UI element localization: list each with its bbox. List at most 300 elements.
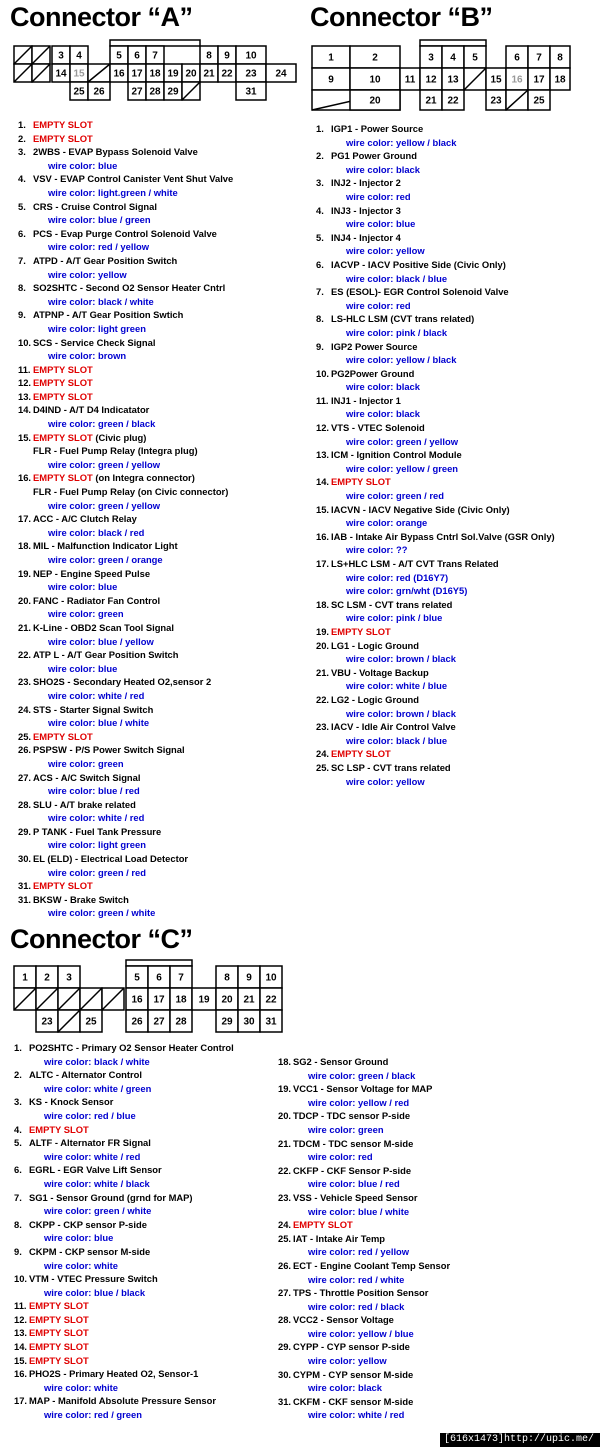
- pin-description: IGP1 - Power Source: [331, 123, 424, 134]
- empty-slot-label: EMPTY SLOT: [33, 132, 93, 144]
- pin-number: 2.: [316, 150, 324, 162]
- pin-number: 5.: [18, 200, 26, 212]
- pin-description: IACVP - IACV Positive Side (Civic Only): [331, 258, 506, 270]
- pin-number: 14.: [14, 1341, 28, 1353]
- pin-row: [18, 594, 233, 608]
- empty-slot-label: EMPTY SLOT: [33, 377, 93, 389]
- empty-slot-label: EMPTY SLOT: [331, 476, 391, 488]
- pin-description: VSV - EVAP Control Canister Vent Shut Valve: [33, 173, 234, 185]
- pin-row: [14, 1163, 234, 1177]
- pin-label: 6: [156, 972, 162, 984]
- pin-description: CKPM - CKP sensor M-side: [29, 1245, 151, 1257]
- pin-number: 9.: [316, 340, 324, 352]
- pin-number: 4.: [14, 1123, 22, 1135]
- pin-label: 10: [245, 50, 257, 62]
- pin-row: [18, 336, 233, 350]
- pin-description: INJ3 - Injector 3: [331, 204, 401, 216]
- wire-color: wire color: white / red: [48, 812, 145, 824]
- pin-description: SHO2S - Secondary Heated O2,sensor 2: [33, 676, 212, 688]
- pin-number: 16.: [14, 1368, 28, 1380]
- pin-number: 29.: [18, 825, 32, 837]
- wire-color: wire color: black: [346, 163, 420, 175]
- wire-color: wire color: white / red: [308, 1409, 405, 1421]
- pin-row: [18, 825, 233, 839]
- pin-description: STS - Starter Signal Switch: [33, 703, 154, 715]
- pin-label: 4: [450, 52, 456, 64]
- pin-label: 20: [185, 68, 197, 80]
- pin-number: 24.: [278, 1219, 292, 1231]
- empty-slot-label: EMPTY SLOT: [331, 625, 391, 637]
- pin-description: IACVN - IACV Negative Side (Civic Only): [331, 503, 510, 515]
- pin-label: 2: [372, 52, 378, 64]
- pin-number: 5.: [316, 231, 324, 243]
- pin-number: 19.: [278, 1083, 292, 1095]
- pin-number: 3.: [18, 146, 26, 158]
- pin-description: MAP - Manifold Absolute Pressure Sensor: [29, 1395, 217, 1407]
- wire-color: wire color: red: [346, 299, 411, 311]
- wire-color: wire color: black / white: [48, 295, 154, 307]
- pin-label: 17: [131, 68, 143, 80]
- wire-color: wire color: black / blue: [346, 734, 448, 746]
- wire-color: wire color: green / orange: [48, 554, 163, 565]
- pin-number: 6.: [18, 227, 26, 239]
- pin-label: 10: [265, 972, 277, 984]
- pin-row: [316, 639, 555, 653]
- pin-description: PO2SHTC - Primary O2 Sensor Heater Control: [29, 1042, 234, 1053]
- wire-color: wire color: pink / black: [346, 326, 448, 338]
- pin-label: 9: [224, 50, 230, 62]
- pin-row: [278, 1164, 450, 1178]
- pin-description: FANC - Radiator Fan Control: [33, 594, 161, 606]
- wire-color: wire color: black / red: [48, 526, 145, 538]
- pin-description: PG1 Power Ground: [331, 150, 417, 162]
- pin-row: [278, 1286, 450, 1300]
- pin-row: [18, 227, 233, 241]
- pin-label: 12: [425, 74, 437, 86]
- pin-number: 8.: [316, 313, 324, 325]
- wire-color: wire color: white / red: [44, 1150, 141, 1162]
- pin-row: [18, 376, 233, 390]
- pin-number: 17.: [14, 1395, 28, 1407]
- pin-description: ACC - A/C Clutch Relay: [33, 513, 137, 525]
- empty-slot-label: EMPTY SLOT: [33, 730, 93, 742]
- connector-c-title: Connector “C”: [10, 924, 193, 954]
- pin-label: 8: [224, 972, 230, 984]
- wire-color: wire color: yellow / red: [308, 1096, 410, 1108]
- wire-color: wire color: red / green: [44, 1409, 142, 1421]
- wire-color: wire color: red: [308, 1151, 373, 1163]
- pin-row: [316, 720, 555, 734]
- pin-label: 31: [265, 1016, 277, 1028]
- wire-color: wire color: blue: [346, 218, 416, 230]
- pin-label: 18: [149, 68, 161, 80]
- pin-description: CKFM - CKF sensor M-side: [293, 1395, 414, 1407]
- pin-row: [316, 503, 555, 517]
- pin-description: ALTF - Alternator FR Signal: [29, 1137, 151, 1149]
- pin-number: 10.: [316, 367, 330, 379]
- pin-number: 21.: [316, 666, 330, 678]
- empty-slot-label: EMPTY SLOT: [33, 363, 93, 375]
- wire-color: wire color: green / white: [44, 1205, 152, 1217]
- empty-slot-label: EMPTY SLOT: [29, 1313, 89, 1325]
- wire-color: wire color: white / black: [44, 1177, 150, 1189]
- pin-label: 19: [167, 68, 179, 80]
- wire-color: wire color: green / red: [48, 866, 146, 878]
- pin-number: 2.: [14, 1069, 22, 1081]
- wire-color: wire color: yellow / green: [346, 462, 459, 474]
- pin-label: 31: [245, 86, 257, 98]
- pin-label: 11: [404, 74, 416, 86]
- pin-description: D4IND - A/T D4 Indicatator: [33, 404, 150, 416]
- pin-label: 28: [149, 86, 161, 98]
- pin-description: BKSW - Brake Switch: [33, 893, 129, 905]
- wire-color: wire color: green / yellow: [48, 499, 161, 511]
- wire-color: wire color: yellow: [346, 775, 425, 787]
- pin-number: 11.: [18, 363, 31, 375]
- wire-color: wire color: blue: [48, 662, 118, 674]
- pin-description: PG2Power Ground: [331, 367, 415, 379]
- connector-a-title: Connector “A”: [10, 2, 193, 32]
- pin-number: 28.: [278, 1314, 292, 1326]
- pin-row: [18, 118, 233, 132]
- pin-note: (on Integra connector): [92, 472, 195, 484]
- wire-color: wire color: red / yellow: [48, 241, 150, 253]
- wire-color: wire color: blue / red: [48, 785, 140, 797]
- pin-number: 15.: [18, 431, 32, 443]
- pin-label: 30: [243, 1016, 255, 1028]
- pin-row: [316, 557, 555, 571]
- pin-number: 22.: [316, 693, 330, 705]
- pin-number: 7.: [18, 254, 26, 266]
- pin-row: [316, 367, 555, 381]
- pin-row: [18, 730, 233, 744]
- pin-row: [14, 1272, 234, 1286]
- pin-label: 22: [447, 95, 459, 107]
- pin-number: 1.: [316, 123, 324, 134]
- pin-number: 21.: [18, 621, 32, 633]
- wire-color: wire color: green / red: [346, 490, 444, 502]
- pin-number: 23.: [278, 1191, 292, 1203]
- pin-description: IAB - Intake Air Bypass Cntrl Sol.Valve (GSR Only): [331, 530, 555, 542]
- wire-color: wire color: blue / black: [44, 1286, 146, 1298]
- wire-color: wire color: white: [44, 1259, 118, 1271]
- pin-label: 28: [175, 1016, 187, 1028]
- pin-number: 20.: [316, 639, 330, 651]
- pin-label: 7: [178, 972, 184, 984]
- connector-key-tab: [126, 960, 192, 966]
- wire-color: wire color: green / black: [308, 1069, 416, 1081]
- pin-number: 28.: [18, 798, 32, 810]
- wire-color: wire color: yellow / black: [346, 354, 457, 366]
- pin-row: [278, 1082, 450, 1096]
- pin-description: KS - Knock Sensor: [29, 1096, 114, 1108]
- pin-label: 25: [73, 86, 85, 98]
- pin-number: 16.: [316, 530, 330, 542]
- wire-color: wire color: blue / white: [48, 717, 150, 729]
- pin-label: 26: [93, 86, 105, 98]
- pin-description: PCS - Evap Purge Control Solenoid Valve: [33, 227, 217, 239]
- wire-color: wire color: ??: [346, 544, 408, 556]
- wire-color: wire color: light green: [48, 839, 146, 851]
- pin-number: 12.: [18, 377, 32, 389]
- pin-label: 26: [131, 1016, 143, 1028]
- wire-color: wire color: brown / black: [346, 653, 456, 665]
- connector-a-pinout: [14, 44, 296, 100]
- connector-key-tab: [110, 40, 200, 46]
- pin-row: [14, 1354, 234, 1368]
- pin-row: [278, 1395, 450, 1409]
- pin-number: 1.: [18, 119, 26, 130]
- pin-row: [316, 122, 555, 136]
- pin-description: PHO2S - Primary Heated O2, Sensor-1: [29, 1368, 199, 1380]
- pin-label: 18: [175, 994, 187, 1006]
- pin-description: SC LSM - CVT trans related: [331, 598, 453, 610]
- pin-description: SG2 - Sensor Ground: [293, 1056, 389, 1067]
- pin-row: [14, 1123, 234, 1137]
- wire-color: wire color: blue / green: [48, 214, 151, 226]
- pin-number: 5.: [14, 1137, 22, 1149]
- wire-color: wire color: red: [346, 190, 411, 202]
- pin-label: 9: [246, 972, 252, 984]
- pin-description: P TANK - Fuel Tank Pressure: [33, 825, 162, 837]
- wire-color: wire color: yellow / black: [346, 136, 457, 148]
- pin-description: SO2SHTC - Second O2 Sensor Heater Cntrl: [33, 282, 226, 294]
- pin-description: TDCP - TDC sensor P-side: [293, 1110, 411, 1122]
- pin-number: 23.: [18, 676, 32, 688]
- pin-number: 20.: [278, 1110, 292, 1122]
- pin-description: VCC2 - Sensor Voltage: [293, 1314, 394, 1326]
- wire-color: wire color: grn/wht (D16Y5): [346, 585, 468, 597]
- pin-description: ALTC - Alternator Control: [29, 1069, 143, 1081]
- pin-label: 13: [447, 74, 459, 86]
- pin-label: 16: [511, 74, 523, 86]
- wire-color: wire color: green: [308, 1123, 384, 1135]
- pin-description: ATPD - A/T Gear Position Switch: [33, 254, 178, 266]
- pin-number: 3.: [316, 177, 324, 189]
- pin-row: [18, 363, 233, 377]
- pin-row: [316, 475, 555, 489]
- pin-number: 30.: [278, 1368, 292, 1380]
- pin-label: 8: [206, 50, 212, 62]
- pin-label: 1: [22, 972, 28, 984]
- pin-number: 23.: [316, 721, 330, 733]
- pin-description: IGP2 Power Source: [331, 340, 418, 352]
- pin-description: TDCM - TDC sensor M-side: [293, 1137, 414, 1149]
- pin-row: [316, 285, 555, 299]
- pin-description: VSS - Vehicle Speed Sensor: [293, 1191, 418, 1203]
- pin-description: CYPM - CYP sensor M-side: [293, 1368, 414, 1380]
- pin-label: 17: [153, 994, 165, 1006]
- pin-row: [14, 1394, 234, 1408]
- pin-number: 1.: [14, 1042, 22, 1053]
- pin-row: [18, 512, 233, 526]
- pin-note: (Civic plug): [92, 431, 147, 443]
- wire-color: wire color: red (D16Y7): [346, 571, 449, 583]
- pin-row: [18, 308, 233, 322]
- pin-number: 22.: [18, 649, 32, 661]
- pin-row: [14, 1367, 234, 1381]
- pin-description: PSPSW - P/S Power Switch Signal: [33, 744, 185, 756]
- pin-number: 26.: [278, 1259, 292, 1271]
- pin-number: 27.: [278, 1287, 292, 1299]
- pin-row: [316, 149, 555, 163]
- empty-slot-label: EMPTY SLOT: [293, 1219, 353, 1231]
- connector-c-pinout: [14, 964, 284, 1032]
- pin-label: 6: [514, 52, 520, 64]
- pin-row: [14, 1313, 234, 1327]
- pin-description: VBU - Voltage Backup: [331, 666, 429, 678]
- pin-description: 2WBS - EVAP Bypass Solenoid Valve: [33, 146, 198, 158]
- pin-number: 25.: [316, 761, 330, 773]
- pin-description: SG1 - Sensor Ground (grnd for MAP): [29, 1191, 193, 1203]
- pin-row: [18, 675, 233, 689]
- pin-label: 5: [134, 972, 140, 984]
- wire-color: wire color: brown: [48, 350, 127, 362]
- connector-c-pin-list-right: [278, 1055, 450, 1422]
- pin-label: 17: [533, 74, 545, 86]
- wire-color: wire color: blue: [48, 159, 118, 171]
- pin-label: 25: [533, 95, 545, 107]
- pin-description: ACS - A/C Switch Signal: [33, 771, 141, 783]
- pin-number: 18.: [278, 1056, 292, 1067]
- wire-color: wire color: green / black: [48, 418, 156, 430]
- pin-row: [316, 448, 555, 462]
- pin-number: 14.: [18, 404, 32, 416]
- pin-number: 14.: [316, 476, 330, 488]
- connector-a-diagram: [14, 44, 296, 100]
- wire-color: wire color: orange: [346, 517, 428, 529]
- pin-label: 16: [113, 68, 125, 80]
- pin-row: [316, 530, 555, 544]
- pin-number: 12.: [14, 1313, 28, 1325]
- pin-label: 1: [328, 52, 334, 64]
- pin-number: 27.: [18, 771, 32, 783]
- wire-color: wire color: blue / red: [308, 1178, 400, 1190]
- pin-description: LG1 - Logic Ground: [331, 639, 420, 651]
- pin-label: 4: [76, 50, 82, 62]
- empty-slot-label: EMPTY SLOT: [33, 880, 93, 892]
- wire-color: wire color: yellow: [48, 268, 127, 280]
- pin-description: INJ4 - Injector 4: [331, 231, 401, 243]
- pin-alt-description: FLR - Fuel Pump Relay (Integra plug): [33, 445, 198, 457]
- pin-number: 31.: [18, 880, 32, 892]
- pin-description: CRS - Cruise Control Signal: [33, 200, 157, 212]
- pin-label: 16: [131, 994, 143, 1006]
- pin-row: [18, 403, 233, 417]
- pin-row: [278, 1232, 450, 1246]
- pin-row: [18, 390, 233, 404]
- pin-number: 3.: [14, 1096, 22, 1108]
- pin-label: 22: [221, 68, 233, 80]
- pin-row: [14, 1041, 234, 1055]
- pin-label: 7: [152, 50, 158, 62]
- pin-label: 22: [265, 994, 277, 1006]
- pin-label: 21: [425, 95, 437, 107]
- pin-number: 18.: [316, 598, 330, 610]
- pin-description: TPS - Throttle Position Sensor: [293, 1287, 429, 1299]
- wire-color: wire color: red / yellow: [308, 1246, 410, 1258]
- wire-color: wire color: light.green / white: [48, 186, 178, 198]
- pin-number: 12.: [316, 422, 330, 434]
- wire-color: wire color: red / blue: [44, 1109, 136, 1121]
- pin-description: K-Line - OBD2 Scan Tool Signal: [33, 621, 174, 633]
- pin-number: 2.: [18, 132, 26, 144]
- wire-color: wire color: white / blue: [346, 680, 448, 692]
- connector-b-diagram: [312, 44, 570, 110]
- connector-b-title: Connector “B”: [310, 2, 493, 32]
- pin-number: 11.: [14, 1300, 27, 1312]
- pin-row: [278, 1218, 450, 1232]
- pin-number: 7.: [316, 286, 324, 298]
- pin-description: INJ1 - Injector 1: [331, 394, 401, 406]
- pin-number: 6.: [14, 1164, 22, 1176]
- pin-description: IAT - Intake Air Temp: [293, 1232, 386, 1244]
- connector-c-pin-list-left: [14, 1041, 234, 1422]
- pin-description: MIL - Malfunction Indicator Light: [33, 540, 178, 552]
- wire-color: wire color: yellow: [346, 245, 425, 257]
- pin-number: 17.: [18, 513, 32, 525]
- pin-label: 2: [44, 972, 50, 984]
- pin-row: [316, 598, 555, 612]
- pin-row: [18, 539, 233, 553]
- wire-color: wire color: pink / blue: [346, 612, 443, 624]
- pin-description: NEP - Engine Speed Pulse: [33, 567, 151, 579]
- pin-row: [18, 852, 233, 866]
- pin-row: [316, 394, 555, 408]
- empty-slot-label: EMPTY SLOT: [29, 1123, 89, 1135]
- pin-number: 25.: [278, 1232, 292, 1244]
- pin-number: 22.: [278, 1164, 292, 1176]
- pin-description: CKPP - CKP sensor P-side: [29, 1218, 147, 1230]
- pin-number: 13.: [316, 449, 330, 461]
- pin-number: 20.: [18, 594, 32, 606]
- pin-number: 6.: [316, 258, 324, 270]
- pin-label: 9: [328, 74, 334, 86]
- pin-description: ICM - Ignition Control Module: [331, 449, 462, 461]
- pin-row: [18, 771, 233, 785]
- pin-description: SCS - Service Check Signal: [33, 336, 156, 348]
- pin-row: [316, 176, 555, 190]
- pin-row: [18, 879, 233, 893]
- pin-number: 7.: [14, 1191, 22, 1203]
- pin-row: [278, 1313, 450, 1327]
- pin-row: [18, 703, 233, 717]
- pin-label: 15: [490, 74, 502, 86]
- pin-row: [18, 431, 233, 445]
- empty-slot-label: EMPTY SLOT: [29, 1327, 89, 1339]
- pin-row: [316, 761, 555, 775]
- pin-row: [18, 648, 233, 662]
- pin-description: VCC1 - Sensor Voltage for MAP: [293, 1083, 433, 1095]
- pin-number: 9.: [18, 309, 26, 321]
- pin-number: 19.: [316, 625, 330, 637]
- wire-color: wire color: red / white: [308, 1273, 405, 1285]
- pin-number: 4.: [18, 173, 26, 185]
- pin-label: 20: [221, 994, 233, 1006]
- pin-number: 24.: [18, 703, 32, 715]
- pin-number: 8.: [18, 282, 26, 294]
- wire-color: wire color: white / green: [44, 1082, 152, 1094]
- pin-description: CKFP - CKF Sensor P-side: [293, 1164, 412, 1176]
- wire-color: wire color: black: [346, 381, 420, 393]
- pin-label: 27: [131, 86, 143, 98]
- pin-number: 10.: [14, 1273, 28, 1285]
- pin-number: 4.: [316, 204, 324, 216]
- pin-row: [14, 1218, 234, 1232]
- wire-color: wire color: blue / yellow: [48, 635, 154, 647]
- wire-color: wire color: black: [308, 1382, 382, 1394]
- pin-number: 26.: [18, 744, 32, 756]
